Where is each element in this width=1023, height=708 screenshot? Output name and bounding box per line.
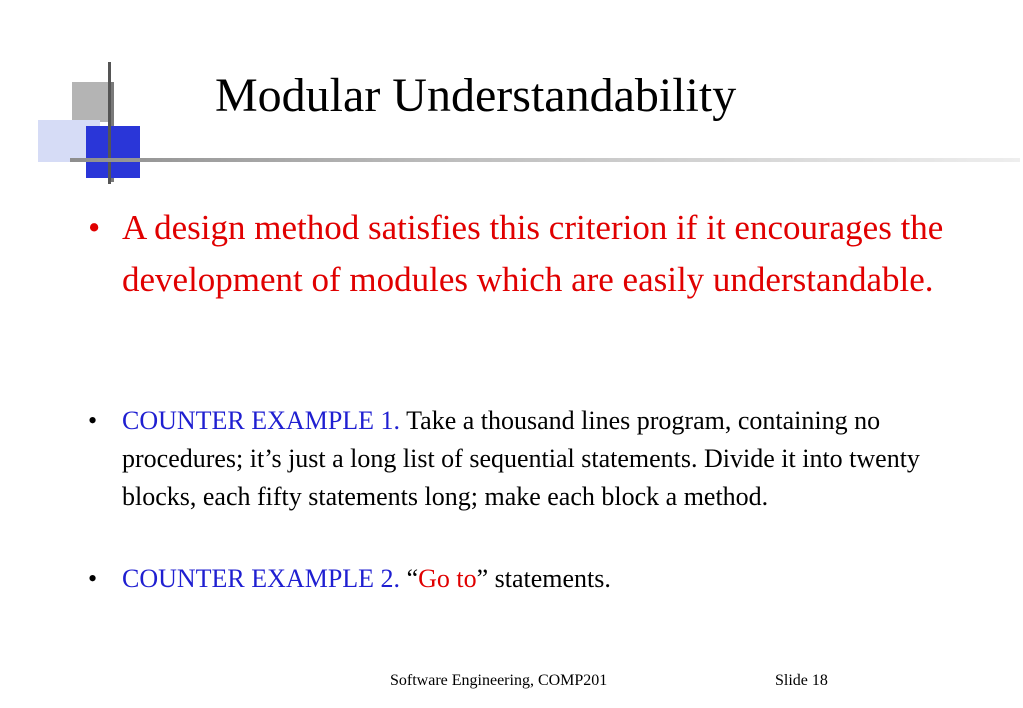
bullet-marker: • [88,564,98,593]
footer-course: Software Engineering, COMP201 [390,672,608,689]
corner-decoration-vertical-line [108,62,111,184]
bullet-counter-example-2 [88,560,948,598]
bullet-content [88,560,948,598]
goto-highlight: Go to [418,564,477,593]
corner-decoration-blue-block [86,126,140,178]
counter-example-text: Take a thousand lines program, containing no procedures; it’s just a long list of sequential statements. Divide it into twenty blocks, each fifty statements long; make each block a method. [122,406,920,511]
counter-example-label: COUNTER EXAMPLE 2. [122,564,401,593]
slide-title: Modular Understandability [215,69,737,122]
title-underline [70,158,1020,162]
open-quote: “ [406,564,419,593]
bullet-marker: • [88,208,101,247]
counter-example-text: ” statements. [476,564,611,593]
bullet-counter-example-1 [88,402,948,516]
bullet-marker: • [88,406,98,435]
bullet-content [88,402,948,516]
counter-example-label: COUNTER EXAMPLE 1. [122,406,401,435]
bullet-definition [88,202,968,306]
footer-slide-number: Slide 18 [775,672,828,689]
bullet-text: A design method satisfies this criterion if it encourages the development of modules which are easily understandable. [122,208,944,299]
corner-decoration-gray-block [72,82,110,122]
